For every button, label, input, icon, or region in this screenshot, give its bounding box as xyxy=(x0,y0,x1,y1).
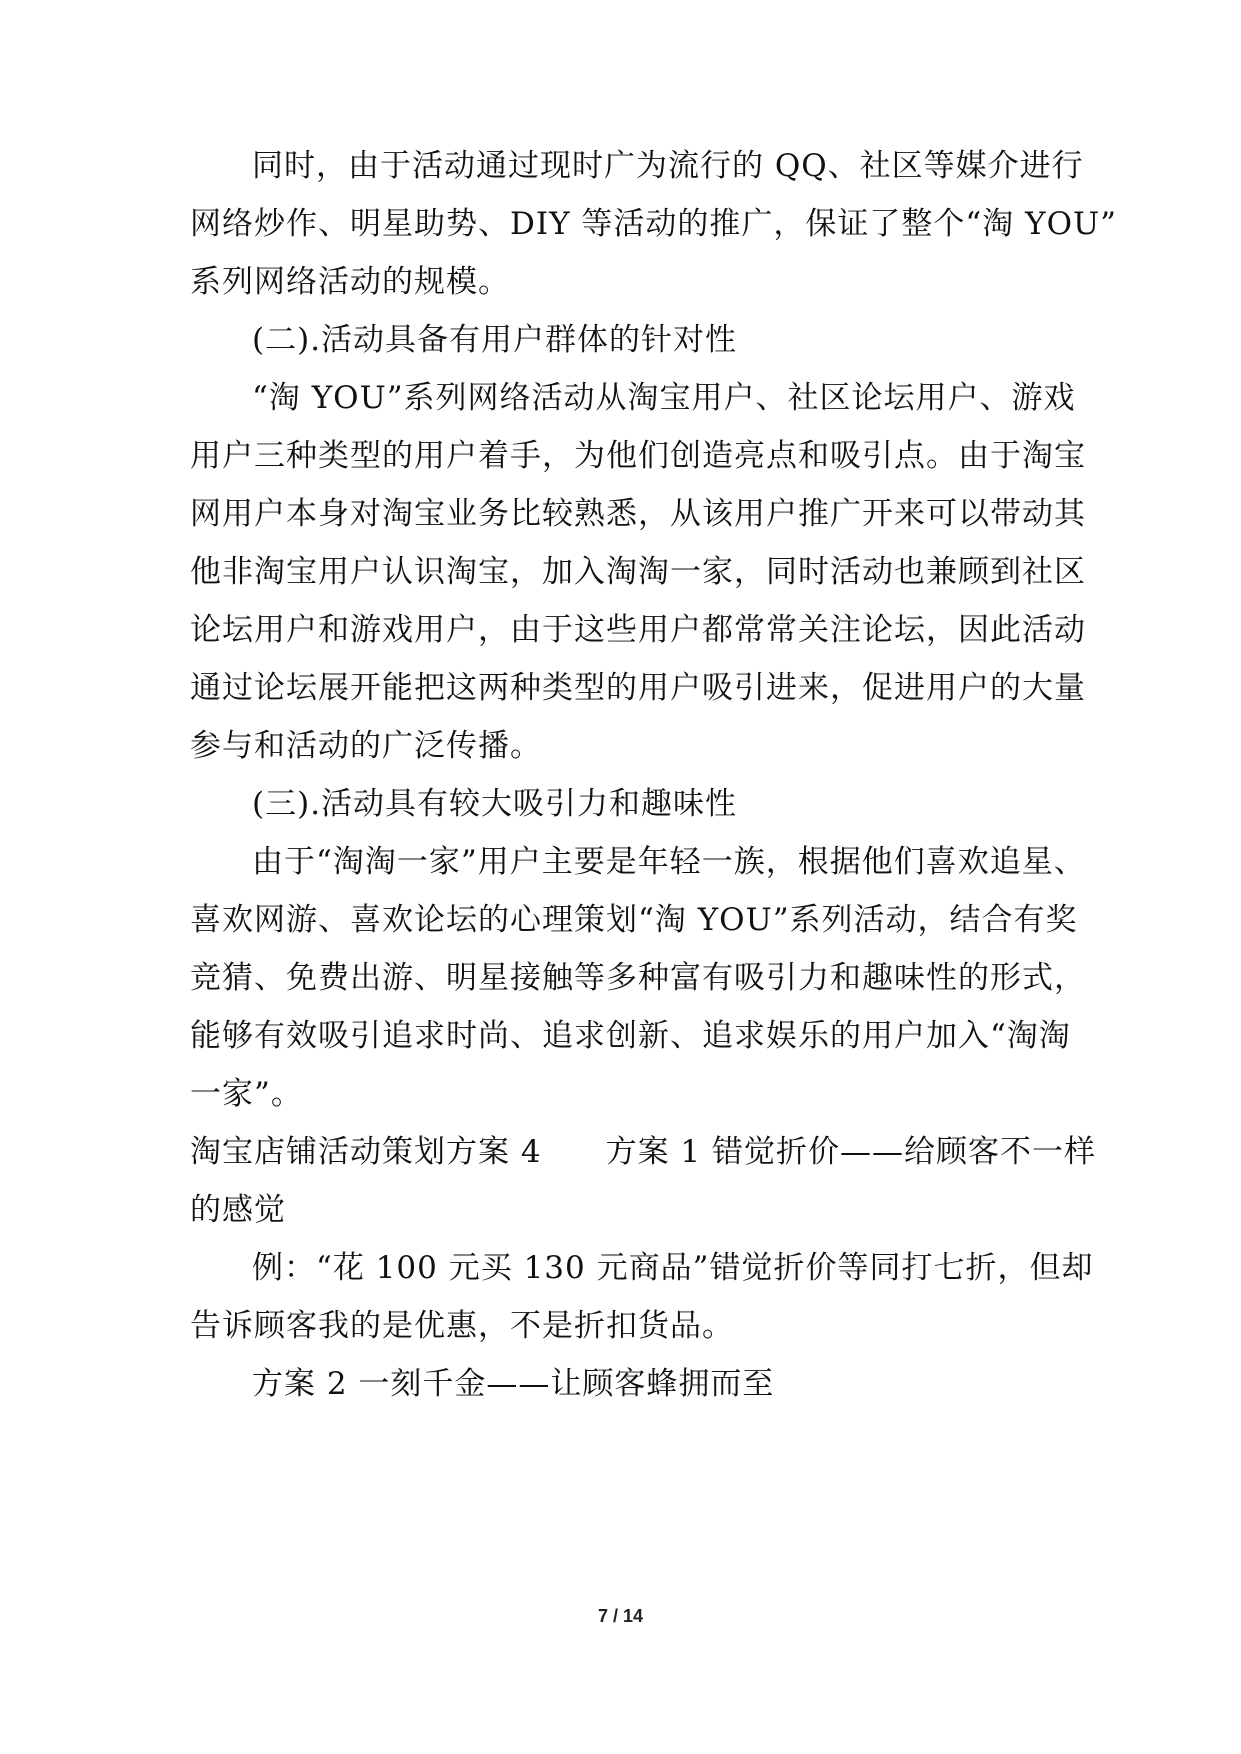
paragraph-line: 喜欢网游、喜欢论坛的心理策划“淘 YOU”系列活动，结合有奖 xyxy=(190,902,1078,938)
paragraph-line: 系列网络活动的规模。 xyxy=(190,264,510,300)
paragraph-line: 例：“花 100 元买 130 元商品”错觉折价等同打七折，但却 xyxy=(252,1250,1094,1286)
paragraph-line: 同时，由于活动通过现时广为流行的 QQ、社区等媒介进行 xyxy=(252,148,1084,184)
section-heading: (二).活动具备有用户群体的针对性 xyxy=(252,322,738,358)
paragraph-line: 一家”。 xyxy=(190,1076,303,1112)
paragraph-line: 通过论坛展开能把这两种类型的用户吸引进来，促进用户的大量 xyxy=(190,670,1086,706)
paragraph-line: 竞猜、免费出游、明星接触等多种富有吸引力和趣味性的形式， xyxy=(190,960,1086,996)
paragraph-line: 他非淘宝用户认识淘宝，加入淘淘一家，同时活动也兼顾到社区 xyxy=(190,554,1086,590)
plan-heading: 方案 2 一刻千金——让顾客蜂拥而至 xyxy=(252,1366,775,1402)
paragraph-line: 论坛用户和游戏用户，由于这些用户都常常关注论坛，因此活动 xyxy=(190,612,1086,648)
page-number: 7 / 14 xyxy=(597,1606,644,1626)
paragraph-line: 的感觉 xyxy=(190,1192,286,1228)
paragraph-line: 用户三种类型的用户着手，为他们创造亮点和吸引点。由于淘宝 xyxy=(190,438,1086,474)
paragraph-line: 参与和活动的广泛传播。 xyxy=(190,728,542,764)
paragraph-line: 网络炒作、明星助势、DIY 等活动的推广，保证了整个“淘 YOU” xyxy=(190,206,1117,242)
paragraph-line: 网用户本身对淘宝业务比较熟悉，从该用户推广开来可以带动其 xyxy=(190,496,1086,532)
paragraph-line: 由于“淘淘一家”用户主要是年轻一族，根据他们喜欢追星、 xyxy=(252,844,1086,880)
paragraph-line: 能够有效吸引追求时尚、追求创新、追求娱乐的用户加入“淘淘 xyxy=(190,1018,1071,1054)
plan-title-line: 淘宝店铺活动策划方案 4 方案 1 错觉折价——给顾客不一样 xyxy=(190,1134,1097,1170)
paragraph-line: “淘 YOU”系列网络活动从淘宝用户、社区论坛用户、游戏 xyxy=(252,380,1076,416)
section-heading: (三).活动具有较大吸引力和趣味性 xyxy=(252,786,738,822)
paragraph-line: 告诉顾客我的是优惠，不是折扣货品。 xyxy=(190,1308,734,1344)
